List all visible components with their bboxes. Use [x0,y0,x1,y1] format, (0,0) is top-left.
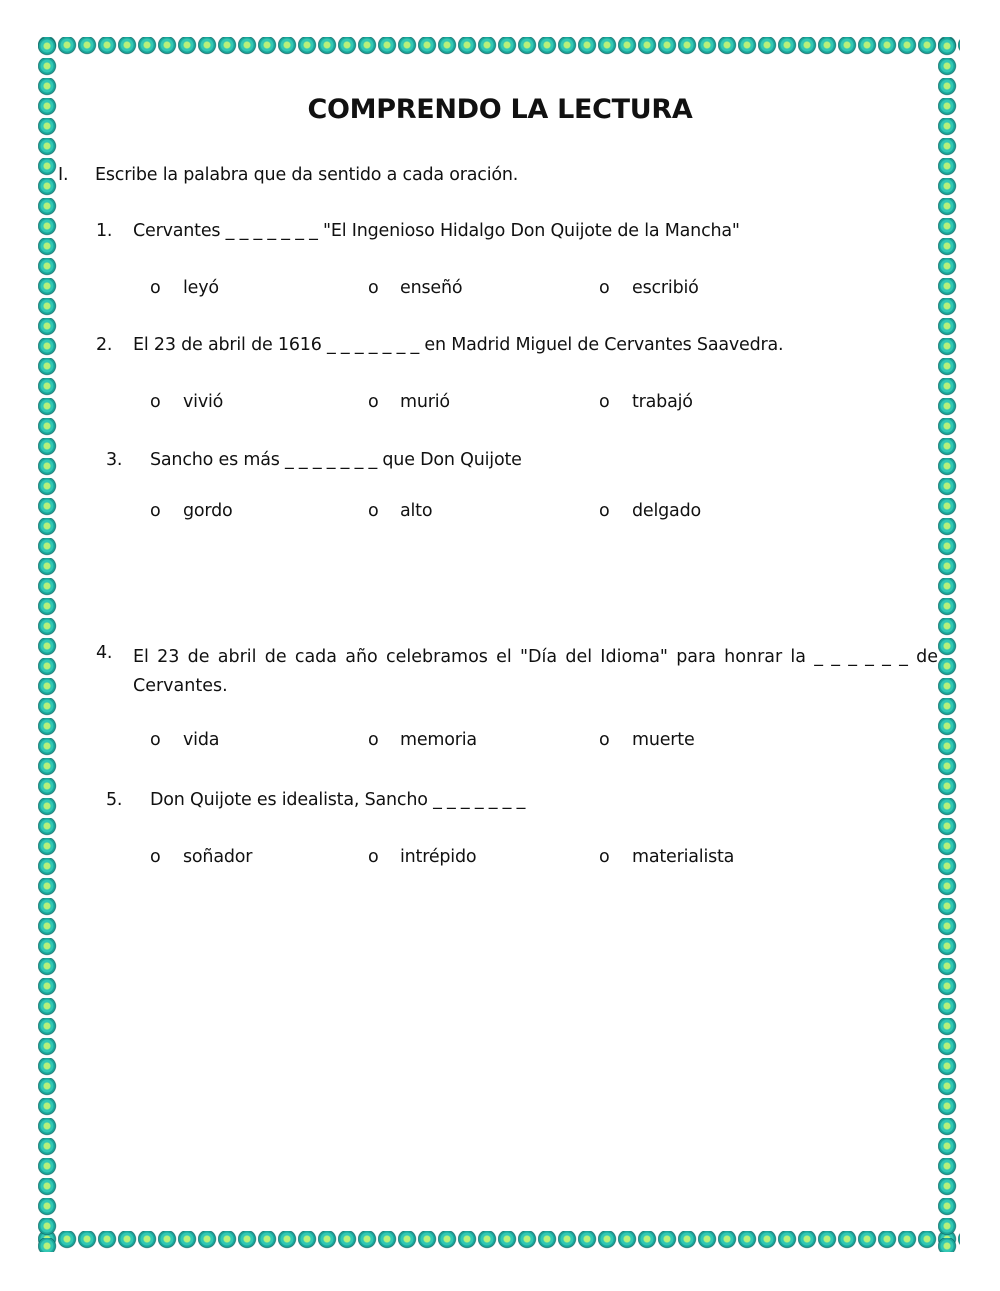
section-numeral: I. [58,165,69,185]
option[interactable]: vida [183,730,220,750]
question-text: Sancho es más _ _ _ _ _ _ _ que Don Quijote [150,450,522,470]
question-number: 3. [106,450,123,470]
question-text: Cervantes _ _ _ _ _ _ _ "El Ingenioso Hidalgo Don Quijote de la Mancha" [133,221,740,241]
question-number: 5. [106,790,123,810]
option[interactable]: muerte [632,730,695,750]
section-instruction: Escribe la palabra que da sentido a cada oración. [95,165,519,185]
option[interactable]: escribió [632,278,699,298]
option-bullet: o [150,501,161,521]
option-bullet: o [599,278,610,298]
option-bullet: o [599,501,610,521]
question-text: El 23 de abril de 1616 _ _ _ _ _ _ _ en Madrid Miguel de Cervantes Saavedra. [133,335,784,355]
option[interactable]: intrépido [400,847,477,867]
option[interactable]: enseñó [400,278,463,298]
option-bullet: o [599,847,610,867]
option-bullet: o [368,278,379,298]
option[interactable]: vivió [183,392,224,412]
option[interactable]: trabajó [632,392,693,412]
option[interactable]: soñador [183,847,253,867]
option-bullet: o [150,847,161,867]
question-text-line1: El 23 de abril de cada año celebramos el "Día del Idioma" para honrar la _ _ _ _ _ _ de [133,647,938,667]
globe-border-bottom [38,1231,960,1251]
globe-border-right [938,38,958,1252]
option[interactable]: alto [400,501,433,521]
option-bullet: o [150,278,161,298]
option[interactable]: leyó [183,278,219,298]
option-bullet: o [368,392,379,412]
question-number: 2. [96,335,113,355]
option-bullet: o [599,392,610,412]
option-bullet: o [368,847,379,867]
option-bullet: o [368,501,379,521]
option-bullet: o [150,730,161,750]
page-title: COMPRENDO LA LECTURA [307,94,693,125]
option[interactable]: memoria [400,730,477,750]
question-text: Don Quijote es idealista, Sancho _ _ _ _ _ _ _ [150,790,526,810]
question-number: 1. [96,221,113,241]
option[interactable]: materialista [632,847,735,867]
option[interactable]: delgado [632,501,701,521]
question-text [133,643,938,701]
option[interactable]: gordo [183,501,233,521]
option-bullet: o [368,730,379,750]
globe-border-left [38,38,58,1252]
question-number: 4. [96,643,113,663]
option-bullet: o [150,392,161,412]
option-bullet: o [599,730,610,750]
option[interactable]: murió [400,392,450,412]
globe-border-top [38,37,960,57]
question-text-line2: Cervantes. [133,676,228,696]
